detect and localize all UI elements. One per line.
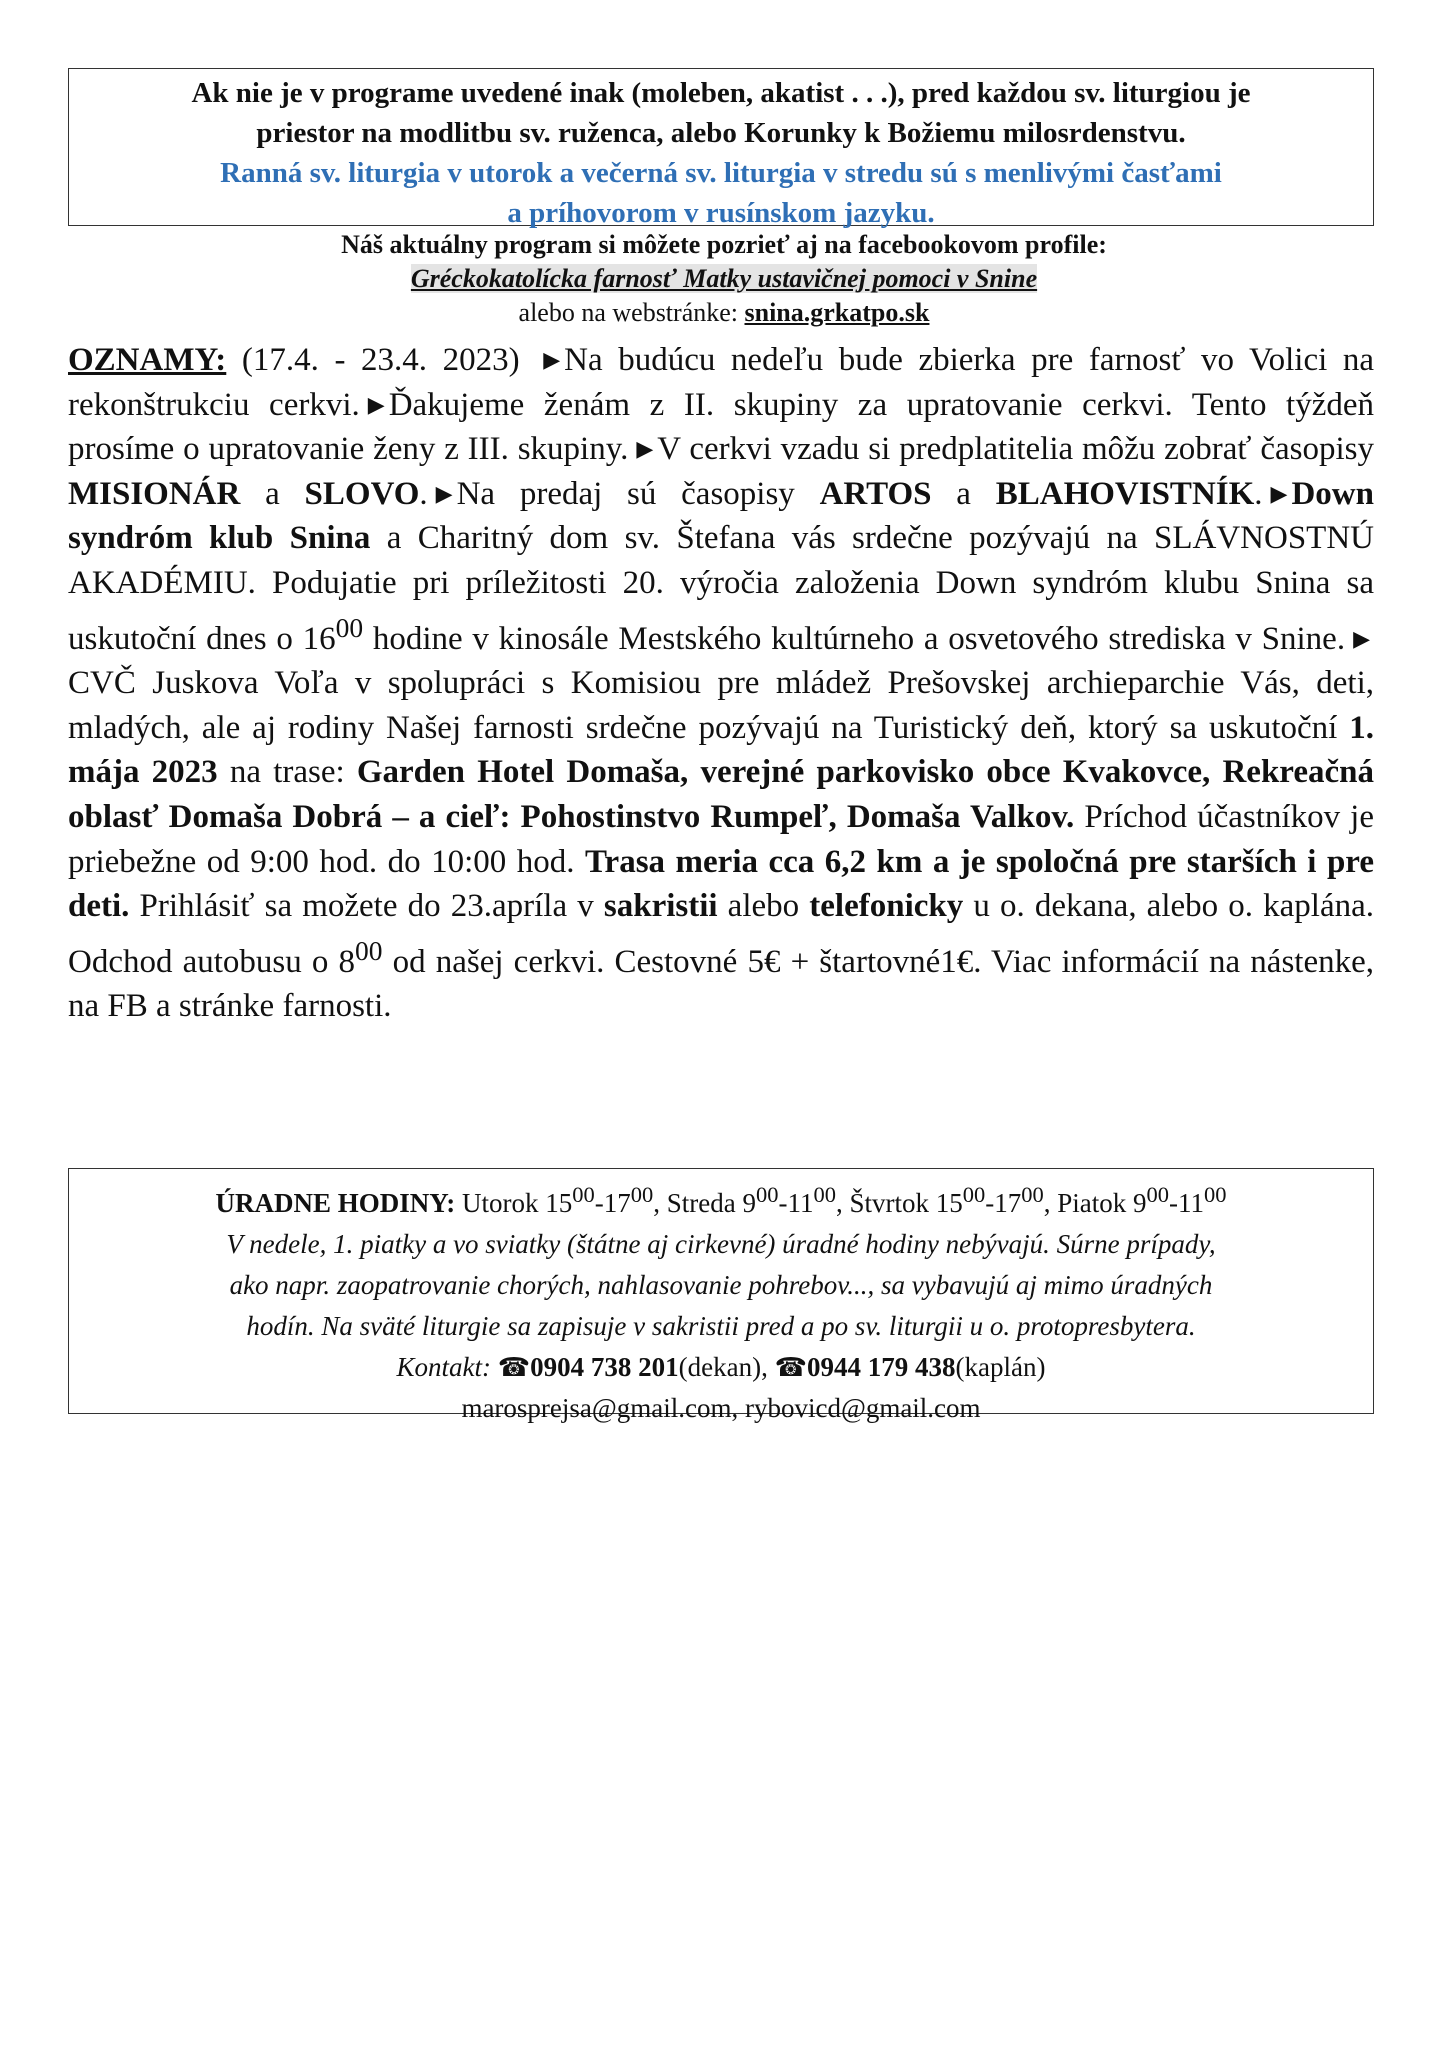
hours-friday: , Piatok 9 [1043, 1188, 1147, 1218]
office-hours-label: ÚRADNE HODINY: [215, 1188, 456, 1218]
office-hours-box [68, 1168, 1374, 1423]
sup: 00 [813, 1182, 836, 1207]
hours-wednesday: , Streda 9 [653, 1188, 756, 1218]
announcement-5-text: a Charitný dom sv. Štefana vás srdečne pozývajú na SLÁVNOSTNÚ AKADÉMIU. Podujatie pri príležitosti 20. výročia založenia Down syndróm klubu Snina sa uskutoční dnes o 16 [68, 520, 1374, 657]
down-syndrom-klub: Down syndróm klub Snina [68, 475, 1374, 557]
register-telefonicky: telefonicky [809, 888, 964, 925]
contact-label: Kontakt: [396, 1352, 498, 1382]
announcement-4-end: . [1254, 475, 1263, 512]
phone-dekan[interactable]: 0904 738 201 [530, 1352, 679, 1382]
office-note-1: V nedele, 1. piatky a vo sviatky (štátne aj cirkevné) úradné hodiny nebývajú. Súrne prípady, [226, 1229, 1216, 1259]
time-superscript: 00 [355, 934, 383, 966]
hours-dash: -11 [778, 1188, 814, 1218]
website-prefix: alebo na webstránke: [518, 298, 745, 327]
magazine-blahovistnik: BLAHOVISTNÍK [995, 475, 1255, 512]
contact-emails[interactable]: marosprejsa@gmail.com, rybovicd@gmail.com [461, 1393, 981, 1423]
magazine-misionar: MISIONÁR [68, 475, 241, 512]
announcement-4-text: Na predaj sú časopisy [456, 475, 820, 512]
phone-icon: ☎ [774, 1353, 808, 1382]
sup: 00 [1021, 1182, 1044, 1207]
announcement-6-or: alebo [717, 888, 810, 925]
sup: 00 [1204, 1182, 1227, 1207]
announcement-4-and: a [931, 475, 996, 512]
announcement-2: Ďakujeme ženám z II. skupiny za upratovanie cerkvi. Tento týždeň prosíme o upratovanie ženy z III. skupiny. [68, 386, 1375, 468]
phone-kaplan-label: (kaplán) [955, 1352, 1046, 1382]
notice-box [68, 68, 1374, 229]
sup: 00 [630, 1182, 654, 1207]
phone-dekan-label: (dekan), [678, 1352, 775, 1382]
announcement-1: Na budúcu nedeľu bude zbierka pre farnosť vo Volici na rekonštrukciu cerkvi. [68, 342, 1374, 423]
right-triangle-icon: ▶ [435, 480, 453, 506]
sup: 00 [755, 1182, 779, 1207]
event-distance: Trasa meria cca 6,2 km a je spoločná pre starších i pre deti. [68, 843, 1374, 925]
notice-line-2: priestor na modlitbu sv. ruženca, alebo Korunky k Božiemu milosrdenstvu. [256, 117, 1186, 149]
hours-dash: -17 [594, 1188, 631, 1218]
announcements-dates: (17.4. - 23.4. 2023) [226, 342, 536, 378]
facebook-profile-line [0, 262, 1448, 296]
announcement-5-end: hodine v kinosále Mestského kultúrneho a osvetového strediska v Snine. [363, 620, 1346, 657]
contact-line [69, 1347, 1373, 1388]
event-date: 1. mája 2023 [68, 709, 1374, 791]
right-triangle-icon: ▶ [1270, 480, 1288, 506]
hours-dash: -17 [985, 1188, 1022, 1218]
announcements-section [68, 338, 1374, 1029]
right-triangle-icon: ▶ [367, 391, 385, 417]
hours-thursday: , Štvrtok 15 [835, 1188, 963, 1218]
announcements-label: OZNAMY: [68, 342, 227, 378]
register-sakristia: sakristii [603, 888, 718, 925]
time-superscript: 00 [335, 611, 364, 643]
announcement-6-end: od našej cerkvi. Cestovné 5€ + štartovné1€. Viac informácií na nástenke, na FB a stránke farnosti. [68, 943, 1375, 1025]
announcement-3-and: a [240, 475, 305, 512]
right-triangle-icon: ▶ [1353, 625, 1370, 651]
magazine-artos: ARTOS [819, 475, 932, 512]
announcement-3-text: V cerkvi vzadu si predplatitelia môžu zobrať časopisy [657, 431, 1374, 468]
office-note-3: hodín. Na sväté liturgie sa zapisuje v sakristii pred a po sv. liturgii u o. protopresbytera. [246, 1311, 1196, 1341]
announcement-6-route-label: na trase: [217, 754, 357, 791]
facebook-profile-link[interactable]: Gréckokatolícka farnosť Matky ustavičnej pomoci v Snine [410, 264, 1038, 293]
website-link[interactable]: snina.grkatpo.sk [744, 298, 930, 327]
notice-line-3: Ranná sv. liturgia v utorok a večerná sv. liturgia v stredu sú s menlivými časťami [220, 157, 1222, 189]
sup: 00 [1146, 1182, 1170, 1207]
hours-dash: -11 [1169, 1188, 1205, 1218]
right-triangle-icon: ▶ [636, 436, 654, 462]
website-line [0, 296, 1448, 330]
announcement-6-text: CVČ Juskova Voľa v spolupráci s Komisiou pre mládež Prešovskej archieparchie Vás, deti, mladých, ale aj rodiny Našej farnosti srdečne pozývajú na Turistický deň, ktorý sa uskutoční [68, 665, 1374, 746]
phone-kaplan[interactable]: 0944 179 438 [807, 1352, 956, 1382]
phone-icon: ☎ [497, 1353, 531, 1382]
right-triangle-icon: ▶ [543, 347, 561, 372]
office-note-2: ako napr. zaopatrovanie chorých, nahlasovanie pohrebov..., sa vybavujú aj mimo úradných [229, 1270, 1213, 1300]
notice-line-4: a príhovorom v rusínskom jazyku. [507, 197, 935, 229]
office-hours-line [69, 1174, 1373, 1224]
notice-line-1: Ak nie je v programe uvedené inak (moleben, akatist . . .), pred každou sv. liturgiou je [191, 77, 1251, 109]
sup: 00 [572, 1182, 595, 1207]
facebook-intro: Náš aktuálny program si môžete pozrieť aj na facebookovom profile: [341, 230, 1107, 259]
announcement-6-bus: u o. dekana, alebo o. kaplána. Odchod autobusu o 8 [68, 888, 1375, 980]
announcement-3-end: . [419, 475, 428, 512]
magazine-slovo: SLOVO [304, 475, 420, 512]
hours-tuesday: Utorok 15 [455, 1188, 573, 1218]
announcement-6-register: Prihlásiť sa možete do 23.apríla v [129, 888, 604, 925]
event-route: Garden Hotel Domaša, verejné parkovisko obce Kvakovce, Rekreačná oblasť Domaša Dobrá – a cieľ: Pohostinstvo Rumpeľ, Domaša Valkov. [68, 754, 1374, 835]
announcement-6-arrival: Príchod účastníkov je priebežne od 9:00 hod. do 10:00 hod. [68, 798, 1374, 880]
sup: 00 [962, 1182, 986, 1207]
